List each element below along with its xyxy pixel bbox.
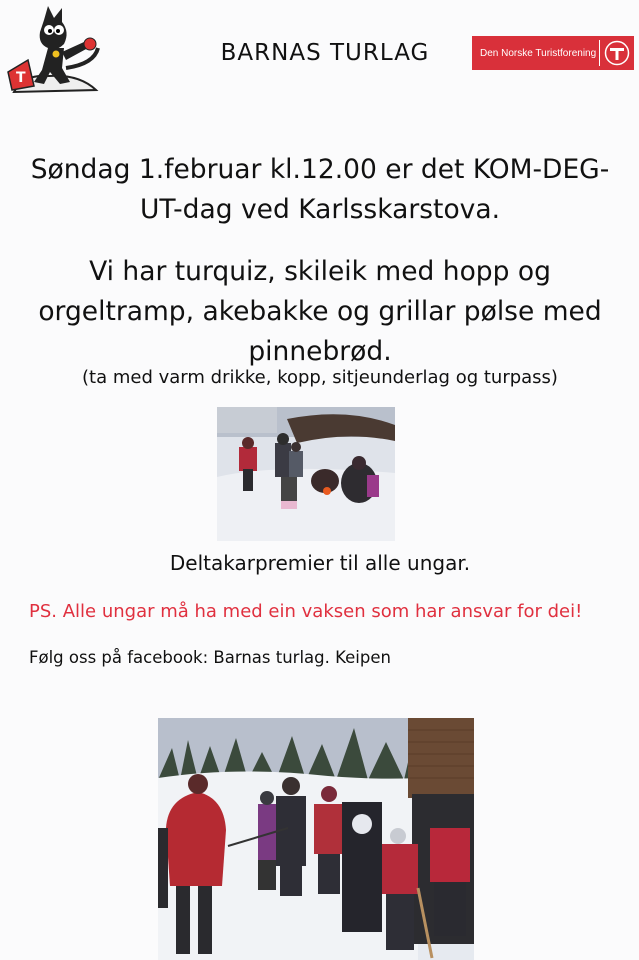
page-title: BARNAS TURLAG <box>220 40 430 66</box>
ps-note: PS. Alle ungar må ha med ein vaksen som har ansvar for dei! <box>29 601 583 622</box>
announcement-line-1: Søndag 1.februar kl.12.00 er det KOM-DEG- <box>30 154 610 185</box>
photo-group-by-cabin <box>158 718 474 960</box>
dnt-logo <box>472 36 634 70</box>
activities-text <box>10 252 630 372</box>
dnt-logo-divider <box>599 40 600 66</box>
cat-mascot-logo-icon <box>4 4 104 96</box>
activities-line-2: orgeltramp, akebakke og grillar pølse med <box>38 296 602 327</box>
announcement <box>10 150 630 230</box>
facebook-follow: Følg oss på facebook: Barnas turlag. Keipen <box>29 648 391 667</box>
dnt-logo-text: Den Norske Turistforening <box>480 47 597 59</box>
svg-text:T: T <box>16 70 26 86</box>
prizes-text: Deltakarpremier til alle ungar. <box>169 551 471 575</box>
activities-line-3: pinnebrød. <box>248 336 392 367</box>
activities-line-1: Vi har turquiz, skileik med hopp og <box>89 256 551 287</box>
bring-list: (ta med varm drikke, kopp, sitjeunderlag og turpass) <box>82 367 558 388</box>
photo-snow-campfire <box>217 407 395 541</box>
announcement-line-2: UT-dag ved Karlsskarstova. <box>139 194 501 225</box>
dnt-emblem-icon <box>604 40 630 66</box>
